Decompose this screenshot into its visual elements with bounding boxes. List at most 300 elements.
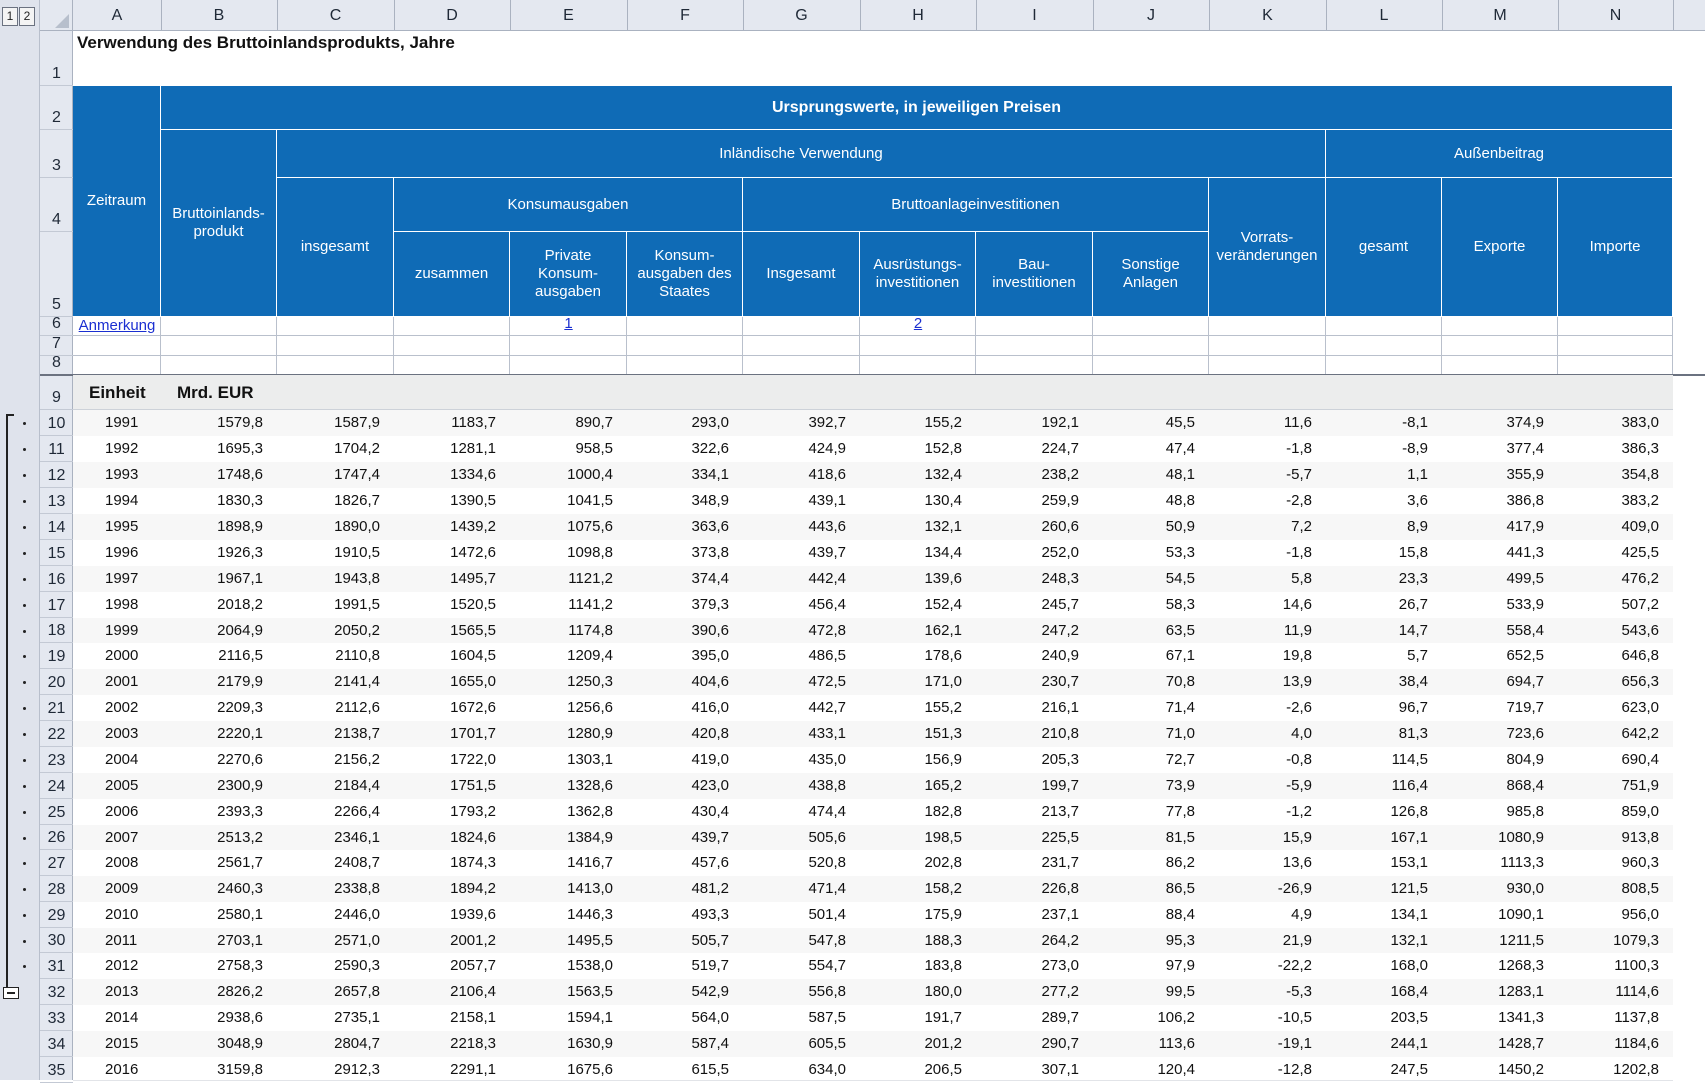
value-cell[interactable]: 70,8 xyxy=(1165,673,1195,690)
value-cell[interactable]: 1075,6 xyxy=(567,518,613,535)
value-cell[interactable]: 2300,9 xyxy=(217,777,263,794)
row-header-18[interactable]: 18 xyxy=(40,618,73,643)
value-cell[interactable]: 642,2 xyxy=(1621,725,1659,742)
value-cell[interactable]: 1565,5 xyxy=(450,622,496,639)
value-cell[interactable]: 424,9 xyxy=(808,440,846,457)
value-cell[interactable]: 171,0 xyxy=(924,673,962,690)
year-cell[interactable]: 2014 xyxy=(105,1009,139,1026)
value-cell[interactable]: 960,3 xyxy=(1621,854,1659,871)
value-cell[interactable]: 2179,9 xyxy=(217,673,263,690)
value-cell[interactable]: 348,9 xyxy=(691,492,729,509)
row-header-20[interactable]: 20 xyxy=(40,669,73,695)
value-cell[interactable]: 247,5 xyxy=(1390,1061,1428,1078)
value-cell[interactable]: 441,3 xyxy=(1506,544,1544,561)
year-cell[interactable]: 1994 xyxy=(105,492,139,509)
column-header-h[interactable]: H xyxy=(860,0,977,31)
header-konsumausgaben-staat[interactable]: Konsum- ausgaben des Staates xyxy=(627,232,743,317)
value-cell[interactable]: 14,6 xyxy=(1282,596,1312,613)
note-cell[interactable] xyxy=(1093,356,1209,375)
value-cell[interactable]: 2220,1 xyxy=(217,725,263,742)
value-cell[interactable]: 395,0 xyxy=(691,647,729,664)
value-cell[interactable]: 751,9 xyxy=(1621,777,1659,794)
value-cell[interactable]: 2116,5 xyxy=(218,647,263,664)
value-cell[interactable]: 420,8 xyxy=(691,725,729,742)
value-cell[interactable]: 99,5 xyxy=(1165,983,1195,1000)
value-cell[interactable]: 168,4 xyxy=(1390,983,1428,1000)
value-cell[interactable]: -1,8 xyxy=(1286,440,1312,457)
note-cell[interactable] xyxy=(510,356,627,375)
value-cell[interactable]: 307,1 xyxy=(1041,1061,1079,1078)
value-cell[interactable]: 81,3 xyxy=(1398,725,1428,742)
row-header-33[interactable]: 33 xyxy=(40,1005,73,1031)
value-cell[interactable]: 646,8 xyxy=(1621,647,1659,664)
value-cell[interactable]: 2912,3 xyxy=(334,1061,380,1078)
year-cell[interactable]: 2013 xyxy=(105,983,139,1000)
value-cell[interactable]: 1439,2 xyxy=(450,518,496,535)
note-cell[interactable] xyxy=(277,336,394,356)
value-cell[interactable]: 556,8 xyxy=(808,983,846,1000)
note-cell[interactable] xyxy=(976,356,1093,375)
row-header-22[interactable]: 22 xyxy=(40,721,73,747)
value-cell[interactable]: 1250,3 xyxy=(567,673,613,690)
note-cell[interactable] xyxy=(1326,336,1442,356)
value-cell[interactable]: 180,0 xyxy=(924,983,962,1000)
value-cell[interactable]: 1,1 xyxy=(1407,466,1428,483)
value-cell[interactable]: 191,7 xyxy=(924,1009,962,1026)
value-cell[interactable]: 19,8 xyxy=(1282,647,1312,664)
value-cell[interactable]: 1655,0 xyxy=(450,673,496,690)
row-header-23[interactable]: 23 xyxy=(40,747,73,773)
value-cell[interactable]: 1495,5 xyxy=(567,932,613,949)
note-link-2[interactable]: 2 xyxy=(913,315,923,332)
value-cell[interactable]: 656,3 xyxy=(1621,673,1659,690)
outline-level-2-button[interactable]: 2 xyxy=(19,7,35,26)
value-cell[interactable]: -5,3 xyxy=(1286,983,1312,1000)
value-cell[interactable]: 2050,2 xyxy=(334,622,380,639)
value-cell[interactable]: 423,0 xyxy=(691,777,729,794)
note-cell[interactable] xyxy=(1209,356,1326,375)
value-cell[interactable]: 1174,8 xyxy=(568,622,613,639)
value-cell[interactable]: 913,8 xyxy=(1621,829,1659,846)
value-cell[interactable]: 1910,5 xyxy=(334,544,380,561)
value-cell[interactable]: 5,7 xyxy=(1407,647,1428,664)
select-all-button[interactable] xyxy=(40,0,73,31)
value-cell[interactable]: 199,7 xyxy=(1041,777,1079,794)
value-cell[interactable]: 2001,2 xyxy=(450,932,496,949)
value-cell[interactable]: 77,8 xyxy=(1165,803,1195,820)
value-cell[interactable]: 1701,7 xyxy=(450,725,496,742)
value-cell[interactable]: 558,4 xyxy=(1506,622,1544,639)
value-cell[interactable]: 3048,9 xyxy=(217,1035,263,1052)
value-cell[interactable]: 2758,3 xyxy=(217,957,263,974)
note-cell[interactable] xyxy=(1442,336,1558,356)
value-cell[interactable]: 48,1 xyxy=(1165,466,1195,483)
note-cell[interactable] xyxy=(1558,356,1673,375)
value-cell[interactable]: 1587,9 xyxy=(334,414,380,431)
value-cell[interactable]: 248,3 xyxy=(1041,570,1079,587)
value-cell[interactable]: 158,2 xyxy=(924,880,962,897)
value-cell[interactable]: 2804,7 xyxy=(334,1035,380,1052)
value-cell[interactable]: -19,1 xyxy=(1277,1035,1312,1052)
value-cell[interactable]: 230,7 xyxy=(1041,673,1079,690)
value-cell[interactable]: 114,5 xyxy=(1391,751,1428,768)
row-header-8[interactable]: 8 xyxy=(40,356,73,375)
value-cell[interactable]: 216,1 xyxy=(1041,699,1079,716)
value-cell[interactable]: 2580,1 xyxy=(217,906,263,923)
value-cell[interactable]: 2657,8 xyxy=(334,983,380,1000)
value-cell[interactable]: 45,5 xyxy=(1165,414,1195,431)
value-cell[interactable]: 1209,4 xyxy=(567,647,613,664)
value-cell[interactable]: 435,0 xyxy=(808,751,846,768)
value-cell[interactable]: 95,3 xyxy=(1165,932,1195,949)
value-cell[interactable]: 63,5 xyxy=(1165,622,1195,639)
value-cell[interactable]: 53,3 xyxy=(1165,544,1195,561)
value-cell[interactable]: 547,8 xyxy=(808,932,846,949)
value-cell[interactable]: 1328,6 xyxy=(567,777,613,794)
value-cell[interactable]: 132,1 xyxy=(924,518,962,535)
value-cell[interactable]: 505,7 xyxy=(691,932,729,949)
column-header-n[interactable]: N xyxy=(1558,0,1674,31)
value-cell[interactable]: 2112,6 xyxy=(335,699,380,716)
value-cell[interactable]: 224,7 xyxy=(1041,440,1079,457)
value-cell[interactable]: 73,9 xyxy=(1165,777,1195,794)
value-cell[interactable]: 542,9 xyxy=(691,983,729,1000)
value-cell[interactable]: 1428,7 xyxy=(1498,1035,1544,1052)
value-cell[interactable]: 50,9 xyxy=(1165,518,1195,535)
value-cell[interactable]: 417,9 xyxy=(1506,518,1544,535)
value-cell[interactable]: 634,0 xyxy=(808,1061,846,1078)
value-cell[interactable]: 13,9 xyxy=(1282,673,1312,690)
value-cell[interactable]: 1141,2 xyxy=(568,596,613,613)
row-header-6[interactable]: 6 xyxy=(40,317,73,336)
value-cell[interactable]: 225,5 xyxy=(1041,829,1079,846)
column-header-b[interactable]: B xyxy=(161,0,278,31)
value-cell[interactable]: 386,3 xyxy=(1621,440,1659,457)
year-cell[interactable]: 1996 xyxy=(105,544,139,561)
value-cell[interactable]: 322,6 xyxy=(691,440,729,457)
value-cell[interactable]: 277,2 xyxy=(1041,983,1079,1000)
row-header-29[interactable]: 29 xyxy=(40,902,73,928)
note-cell[interactable] xyxy=(510,336,627,356)
value-cell[interactable]: 439,7 xyxy=(808,544,846,561)
value-cell[interactable]: 519,7 xyxy=(691,957,729,974)
value-cell[interactable]: 1926,3 xyxy=(217,544,263,561)
value-cell[interactable]: 2408,7 xyxy=(334,854,380,871)
header-importe[interactable]: Importe xyxy=(1558,178,1673,317)
year-cell[interactable]: 2008 xyxy=(105,854,139,871)
value-cell[interactable]: 543,6 xyxy=(1621,622,1659,639)
value-cell[interactable]: 203,5 xyxy=(1390,1009,1428,1026)
value-cell[interactable]: 564,0 xyxy=(691,1009,729,1026)
value-cell[interactable]: 1079,3 xyxy=(1613,932,1659,949)
value-cell[interactable]: 438,8 xyxy=(808,777,846,794)
value-cell[interactable]: 1748,6 xyxy=(217,466,263,483)
value-cell[interactable]: 374,4 xyxy=(691,570,729,587)
header-sonstige-anlagen[interactable]: Sonstige Anlagen xyxy=(1093,232,1209,317)
value-cell[interactable]: -12,8 xyxy=(1277,1061,1312,1078)
value-cell[interactable]: 11,6 xyxy=(1283,414,1312,431)
value-cell[interactable]: 1211,5 xyxy=(1499,932,1544,949)
value-cell[interactable]: 985,8 xyxy=(1506,803,1544,820)
value-cell[interactable]: 354,8 xyxy=(1621,466,1659,483)
year-cell[interactable]: 2015 xyxy=(105,1035,139,1052)
value-cell[interactable]: 1894,2 xyxy=(450,880,496,897)
value-cell[interactable]: 2590,3 xyxy=(334,957,380,974)
value-cell[interactable]: 96,7 xyxy=(1398,699,1428,716)
row-header-9[interactable]: 9 xyxy=(40,375,73,410)
row-header-19[interactable]: 19 xyxy=(40,643,73,669)
value-cell[interactable]: 3,6 xyxy=(1407,492,1428,509)
value-cell[interactable]: 501,4 xyxy=(808,906,846,923)
value-cell[interactable]: -2,6 xyxy=(1286,699,1312,716)
value-cell[interactable]: 379,3 xyxy=(691,596,729,613)
year-cell[interactable]: 1999 xyxy=(105,622,139,639)
value-cell[interactable]: 1874,3 xyxy=(450,854,496,871)
value-cell[interactable]: 433,1 xyxy=(808,725,846,742)
value-cell[interactable]: 1830,3 xyxy=(217,492,263,509)
value-cell[interactable]: 2184,4 xyxy=(334,777,380,794)
note-cell[interactable] xyxy=(1326,317,1442,336)
value-cell[interactable]: 355,9 xyxy=(1506,466,1544,483)
note-cell[interactable] xyxy=(860,336,976,356)
column-header-e[interactable]: E xyxy=(510,0,628,31)
note-cell[interactable] xyxy=(1558,336,1673,356)
value-cell[interactable]: 260,6 xyxy=(1041,518,1079,535)
year-cell[interactable]: 2000 xyxy=(105,647,139,664)
value-cell[interactable]: -22,2 xyxy=(1277,957,1312,974)
value-cell[interactable]: 1563,5 xyxy=(567,983,613,1000)
value-cell[interactable]: 201,2 xyxy=(924,1035,962,1052)
value-cell[interactable]: 1090,1 xyxy=(1498,906,1544,923)
value-cell[interactable]: 418,6 xyxy=(808,466,846,483)
value-cell[interactable]: 1472,6 xyxy=(450,544,496,561)
value-cell[interactable]: 374,9 xyxy=(1506,414,1544,431)
value-cell[interactable]: 120,4 xyxy=(1157,1061,1195,1078)
year-cell[interactable]: 1995 xyxy=(105,518,139,535)
value-cell[interactable]: 4,0 xyxy=(1291,725,1312,742)
value-cell[interactable]: -5,9 xyxy=(1286,777,1312,794)
value-cell[interactable]: 206,5 xyxy=(924,1061,962,1078)
value-cell[interactable]: 1520,5 xyxy=(450,596,496,613)
column-header-a[interactable]: A xyxy=(73,0,162,31)
value-cell[interactable]: 165,2 xyxy=(924,777,962,794)
value-cell[interactable]: 7,2 xyxy=(1291,518,1312,535)
value-cell[interactable]: 231,7 xyxy=(1041,854,1079,871)
row-header-17[interactable]: 17 xyxy=(40,592,73,618)
value-cell[interactable]: 1890,0 xyxy=(334,518,380,535)
value-cell[interactable]: 264,2 xyxy=(1041,932,1079,949)
value-cell[interactable]: 116,4 xyxy=(1391,777,1428,794)
value-cell[interactable]: 244,1 xyxy=(1390,1035,1428,1052)
note-cell[interactable] xyxy=(860,356,976,375)
value-cell[interactable]: 198,5 xyxy=(924,829,962,846)
row-header-2[interactable]: 2 xyxy=(40,86,73,130)
year-cell[interactable]: 1998 xyxy=(105,596,139,613)
column-header-j[interactable]: J xyxy=(1093,0,1210,31)
value-cell[interactable]: 48,8 xyxy=(1165,492,1195,509)
value-cell[interactable]: 2513,2 xyxy=(217,829,263,846)
value-cell[interactable]: 86,5 xyxy=(1165,880,1195,897)
row-header-12[interactable]: 12 xyxy=(40,462,73,488)
value-cell[interactable]: 134,1 xyxy=(1390,906,1428,923)
value-cell[interactable]: 457,6 xyxy=(691,854,729,871)
value-cell[interactable]: 1722,0 xyxy=(450,751,496,768)
value-cell[interactable]: 8,9 xyxy=(1407,518,1428,535)
value-cell[interactable]: 202,8 xyxy=(924,854,962,871)
value-cell[interactable]: 383,2 xyxy=(1621,492,1659,509)
note-cell[interactable] xyxy=(277,356,394,375)
year-cell[interactable]: 2009 xyxy=(105,880,139,897)
value-cell[interactable]: 252,0 xyxy=(1041,544,1079,561)
row-header-32[interactable]: 32 xyxy=(40,979,73,1005)
row-header-11[interactable]: 11 xyxy=(40,436,73,462)
value-cell[interactable]: 293,0 xyxy=(691,414,729,431)
value-cell[interactable]: 2393,3 xyxy=(217,803,263,820)
value-cell[interactable]: 1939,6 xyxy=(450,906,496,923)
value-cell[interactable]: 373,8 xyxy=(691,544,729,561)
value-cell[interactable]: -8,9 xyxy=(1402,440,1428,457)
year-cell[interactable]: 2012 xyxy=(105,957,139,974)
value-cell[interactable]: 1416,7 xyxy=(567,854,613,871)
value-cell[interactable]: 2266,4 xyxy=(334,803,380,820)
note-cell[interactable] xyxy=(73,336,161,356)
value-cell[interactable]: 2057,7 xyxy=(450,957,496,974)
value-cell[interactable]: 623,0 xyxy=(1621,699,1659,716)
value-cell[interactable]: 1113,3 xyxy=(1500,854,1544,871)
value-cell[interactable]: 156,9 xyxy=(924,751,962,768)
value-cell[interactable]: 67,1 xyxy=(1165,647,1195,664)
row-header-30[interactable]: 30 xyxy=(40,928,73,953)
note-cell[interactable] xyxy=(976,317,1093,336)
value-cell[interactable]: 175,9 xyxy=(924,906,962,923)
value-cell[interactable]: 226,8 xyxy=(1041,880,1079,897)
note-cell[interactable] xyxy=(627,336,743,356)
value-cell[interactable]: 694,7 xyxy=(1506,673,1544,690)
row-header-35[interactable]: 35 xyxy=(40,1057,73,1083)
value-cell[interactable]: 390,6 xyxy=(691,622,729,639)
year-cell[interactable]: 2004 xyxy=(105,751,139,768)
value-cell[interactable]: 38,4 xyxy=(1398,673,1428,690)
value-cell[interactable]: 14,7 xyxy=(1398,622,1428,639)
note-cell[interactable] xyxy=(1209,336,1326,356)
value-cell[interactable]: 409,0 xyxy=(1621,518,1659,535)
value-cell[interactable]: 132,1 xyxy=(1390,932,1428,949)
year-cell[interactable]: 1992 xyxy=(105,440,139,457)
value-cell[interactable]: 1281,1 xyxy=(450,440,496,457)
header-private-konsumausgaben[interactable]: Private Konsum- ausgaben xyxy=(510,232,627,317)
header-aussenbeitrag[interactable]: Außenbeitrag xyxy=(1326,130,1673,178)
value-cell[interactable]: 439,7 xyxy=(691,829,729,846)
note-cell[interactable] xyxy=(394,317,510,336)
row-header-27[interactable]: 27 xyxy=(40,850,73,876)
value-cell[interactable]: 383,0 xyxy=(1621,414,1659,431)
value-cell[interactable]: 11,9 xyxy=(1283,622,1312,639)
value-cell[interactable]: 2826,2 xyxy=(217,983,263,1000)
value-cell[interactable]: 183,8 xyxy=(924,957,962,974)
value-cell[interactable]: 2156,2 xyxy=(334,751,380,768)
value-cell[interactable]: 1184,6 xyxy=(1614,1035,1659,1052)
sheet-title[interactable]: Verwendung des Bruttoinlandsprodukts, Jahre xyxy=(77,33,455,52)
value-cell[interactable]: 155,2 xyxy=(924,414,962,431)
value-cell[interactable]: 2141,4 xyxy=(334,673,380,690)
value-cell[interactable]: 2703,1 xyxy=(217,932,263,949)
value-cell[interactable]: 4,9 xyxy=(1291,906,1312,923)
value-cell[interactable]: 106,2 xyxy=(1157,1009,1195,1026)
row-header-31[interactable]: 31 xyxy=(40,953,73,979)
value-cell[interactable]: 2735,1 xyxy=(334,1009,380,1026)
value-cell[interactable]: 132,4 xyxy=(924,466,962,483)
header-ausruestungsinvestitionen[interactable]: Ausrüstungs- investitionen xyxy=(860,232,976,317)
value-cell[interactable]: 1751,5 xyxy=(450,777,496,794)
note-link-1[interactable]: 1 xyxy=(564,315,573,332)
value-cell[interactable]: 240,9 xyxy=(1041,647,1079,664)
value-cell[interactable]: 3159,8 xyxy=(217,1061,263,1078)
row-header-26[interactable]: 26 xyxy=(40,825,73,850)
value-cell[interactable]: 392,7 xyxy=(808,414,846,431)
value-cell[interactable]: 587,4 xyxy=(691,1035,729,1052)
value-cell[interactable]: -5,7 xyxy=(1286,466,1312,483)
value-cell[interactable]: -10,5 xyxy=(1277,1009,1312,1026)
column-header-g[interactable]: G xyxy=(743,0,861,31)
column-header-m[interactable]: M xyxy=(1442,0,1559,31)
note-cell[interactable] xyxy=(1442,356,1558,375)
value-cell[interactable]: 26,7 xyxy=(1398,596,1428,613)
note-cell[interactable] xyxy=(1093,317,1209,336)
value-cell[interactable]: 1080,9 xyxy=(1498,829,1544,846)
value-cell[interactable]: 587,5 xyxy=(808,1009,846,1026)
row-header-13[interactable]: 13 xyxy=(40,488,73,514)
header-gesamt[interactable]: gesamt xyxy=(1326,178,1442,317)
value-cell[interactable]: 723,6 xyxy=(1506,725,1544,742)
value-cell[interactable]: 615,5 xyxy=(691,1061,729,1078)
note-cell[interactable] xyxy=(277,317,394,336)
row-header-25[interactable]: 25 xyxy=(40,799,73,825)
value-cell[interactable]: 153,1 xyxy=(1390,854,1428,871)
value-cell[interactable]: 1362,8 xyxy=(567,803,613,820)
value-cell[interactable]: 481,2 xyxy=(691,880,729,897)
value-cell[interactable]: 425,5 xyxy=(1621,544,1659,561)
header-exporte[interactable]: Exporte xyxy=(1442,178,1558,317)
value-cell[interactable]: 15,8 xyxy=(1398,544,1428,561)
value-cell[interactable]: 605,5 xyxy=(808,1035,846,1052)
column-header-c[interactable]: C xyxy=(277,0,395,31)
row-header-21[interactable]: 21 xyxy=(40,695,73,721)
value-cell[interactable]: 81,5 xyxy=(1165,829,1195,846)
value-cell[interactable]: 1824,6 xyxy=(450,829,496,846)
value-cell[interactable]: 2158,1 xyxy=(450,1009,496,1026)
value-cell[interactable]: 139,6 xyxy=(924,570,962,587)
value-cell[interactable]: 2064,9 xyxy=(217,622,263,639)
value-cell[interactable]: 152,4 xyxy=(924,596,962,613)
value-cell[interactable]: -1,8 xyxy=(1286,544,1312,561)
value-cell[interactable]: 2270,6 xyxy=(217,751,263,768)
value-cell[interactable]: 442,7 xyxy=(808,699,846,716)
value-cell[interactable]: 1495,7 xyxy=(450,570,496,587)
value-cell[interactable]: 2338,8 xyxy=(334,880,380,897)
row-header-3[interactable]: 3 xyxy=(40,130,73,178)
value-cell[interactable]: 15,9 xyxy=(1282,829,1312,846)
value-cell[interactable]: 1390,5 xyxy=(450,492,496,509)
value-cell[interactable]: 71,4 xyxy=(1165,699,1195,716)
column-header-i[interactable]: I xyxy=(976,0,1094,31)
year-cell[interactable]: 2016 xyxy=(105,1061,139,1078)
value-cell[interactable]: 167,1 xyxy=(1390,829,1428,846)
header-inlaendische-verwendung[interactable]: Inländische Verwendung xyxy=(277,130,1326,178)
column-header-k[interactable]: K xyxy=(1209,0,1327,31)
value-cell[interactable]: 1303,1 xyxy=(567,751,613,768)
note-cell[interactable] xyxy=(627,356,743,375)
value-cell[interactable]: 2571,0 xyxy=(334,932,380,949)
